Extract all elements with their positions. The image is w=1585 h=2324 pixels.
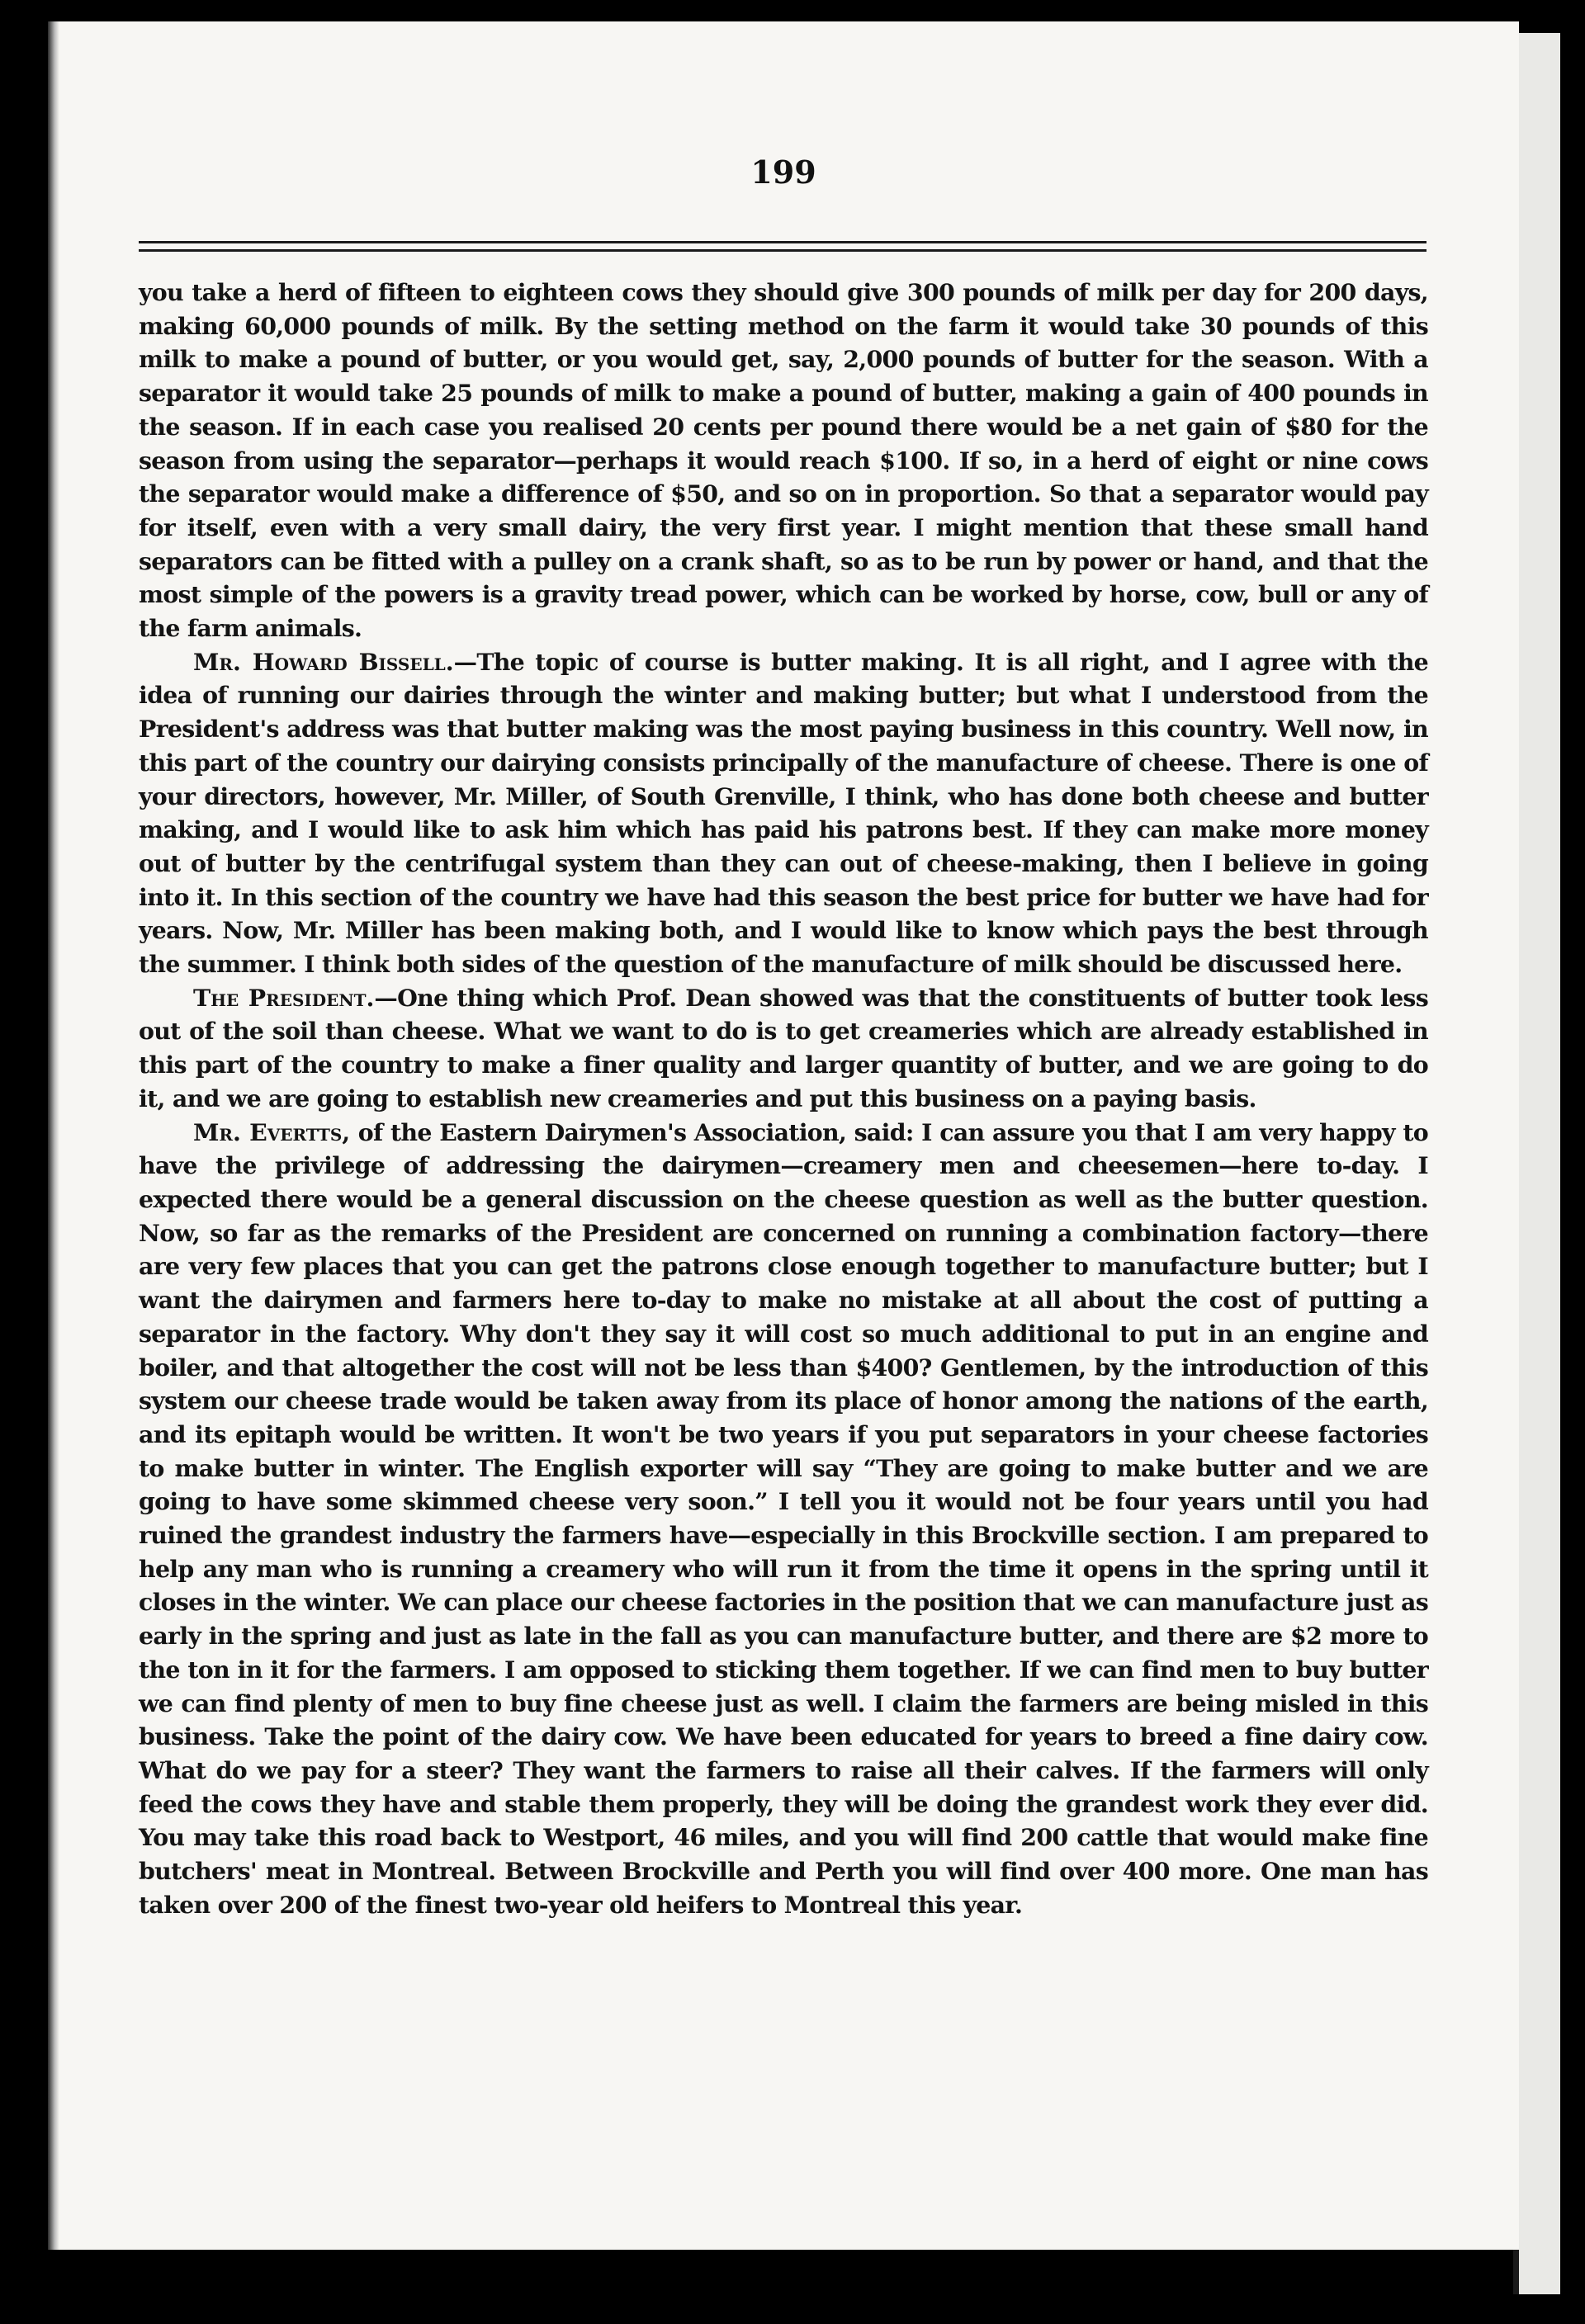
paragraph-president bbox=[139, 981, 1428, 1116]
body-text bbox=[139, 276, 1428, 1921]
adjacent-page-strip bbox=[1519, 33, 1560, 2294]
header-rule-top bbox=[139, 241, 1426, 243]
paragraph-text: —One thing which Prof. Dean showed was that the constituents of butter took less out of the soil than cheese. What we want to do is to get creameries which are already established in this part of the country to make a finer quality and larger quantity of butter, and we are going to do it, and we are going to establish new creameries and put this business on a paying basis. bbox=[139, 983, 1428, 1112]
paragraph-bissell bbox=[139, 645, 1428, 981]
header-rule-bottom bbox=[139, 249, 1426, 252]
paragraph-evertts bbox=[139, 1116, 1428, 1922]
page-binding-shadow bbox=[48, 21, 59, 2250]
speaker-name: The President. bbox=[193, 983, 375, 1012]
paragraph-text: —The topic of course is butter making. It is all right, and I agree with the idea of running our dairies through the winter and making butter; but what I understood from the President's address was that butter making was the most paying business in this country. Well now, in this part of the country our dairying consists principally of the manufacture of cheese. There is one of your directors, however, Mr. Miller, of South Grenville, I think, who has done both cheese and butter making, and I would like to ask him which has paid his patrons best. If they can make more money out of butter by the centrifugal system than they can out of cheese-making, then I believe in going into it. In this section of the country we have had this season the best price for butter we have had for years. Now, Mr. Miller has been making both, and I would like to know which pays the best through the summer. I think both sides of the question of the manufacture of milk should be discussed here. bbox=[139, 647, 1428, 979]
document-page bbox=[48, 21, 1519, 2250]
speaker-name: Mr. Howard Bissell. bbox=[193, 647, 454, 676]
paragraph-text: of the Eastern Dairymen's Association, said: I can assure you that I am very happy to have the privilege of addressing the dairymen—creamery men and cheesemen—here to-day. I expected there would be a general discussion on the cheese question as well as the butter question. Now, so far as the remarks of the President are concerned on running a combination factory—there are very few places that you can get the patrons close enough together to manufacture butter; but I want the dairymen and farmers here to-day to make no mistake at all about the cost of putting a separator in the factory. Why don't they say it will cost so much additional to put in an engine and boiler, and that altogether the cost will not be less than $400? Gentlemen, by the introduction of this system our cheese trade would be taken away from its place of honor among the nations of the earth, and its epitaph would be written. It won't be two years if you put separators in your cheese factories to make butter in winter. The English exporter will say “They are going to make butter and we are going to have some skimmed cheese very soon.” I tell you it would not be four years until you had ruined the grandest industry the farmers have—especially in this Brockville section. I am prepared to help any man who is running a creamery who will run it from the time it opens in the spring until it closes in the winter. We can place our cheese factories in the position that we can manufacture just as early in the spring and just as late in the fall as you can manufacture butter, and there are $2 more to the ton in it for the farmers. I am opposed to sticking them together. If we can find men to buy butter we can find plenty of men to buy fine cheese just as well. I claim the farmers are being misled in this business. Take the point of the dairy cow. We have been educated for years to breed a fine dairy cow. What do we pay for a steer? They want the farmers to raise all their calves. If the farmers will only feed the cows they have and stable them properly, they will be doing the grandest work they ever did. You may take this road back to Westport, 46 miles, and you will find 200 cattle that would make fine butchers' meat in Montreal. Between Brockville and Perth you will find over 400 more. One man has taken over 200 of the finest two-year old heifers to Montreal this year. bbox=[139, 1117, 1429, 1919]
paragraph-continuation bbox=[139, 276, 1428, 645]
paragraph-text: you take a herd of fifteen to eighteen cows they should give 300 pounds of milk per day for 200 days, making 60,000 pounds of milk. By the setting method on the farm it would take 30 pounds of this milk to make a pound of butter, or you would get, say, 2,000 pounds of butter for the season. With a separator it would take 25 pounds of milk to make a pound of butter, making a gain of 400 pounds in the season. If in each case you realised 20 cents per pound there would be a net gain of $80 for the season from using the separator—perhaps it would reach $100. If so, in a herd of eight or nine cows the separator would make a difference of $50, and so on in proportion. So that a separator would pay for itself, even with a very small dairy, the very first year. I might mention that these small hand separators can be fitted with a pulley on a crank shaft, so as to be run by power or hand, and that the most simple of the powers is a gravity tread power, which can be worked by horse, cow, bull or any of the farm animals. bbox=[139, 278, 1428, 643]
speaker-name: Mr. Evertts, bbox=[193, 1117, 351, 1146]
page-number: 199 bbox=[750, 154, 816, 191]
